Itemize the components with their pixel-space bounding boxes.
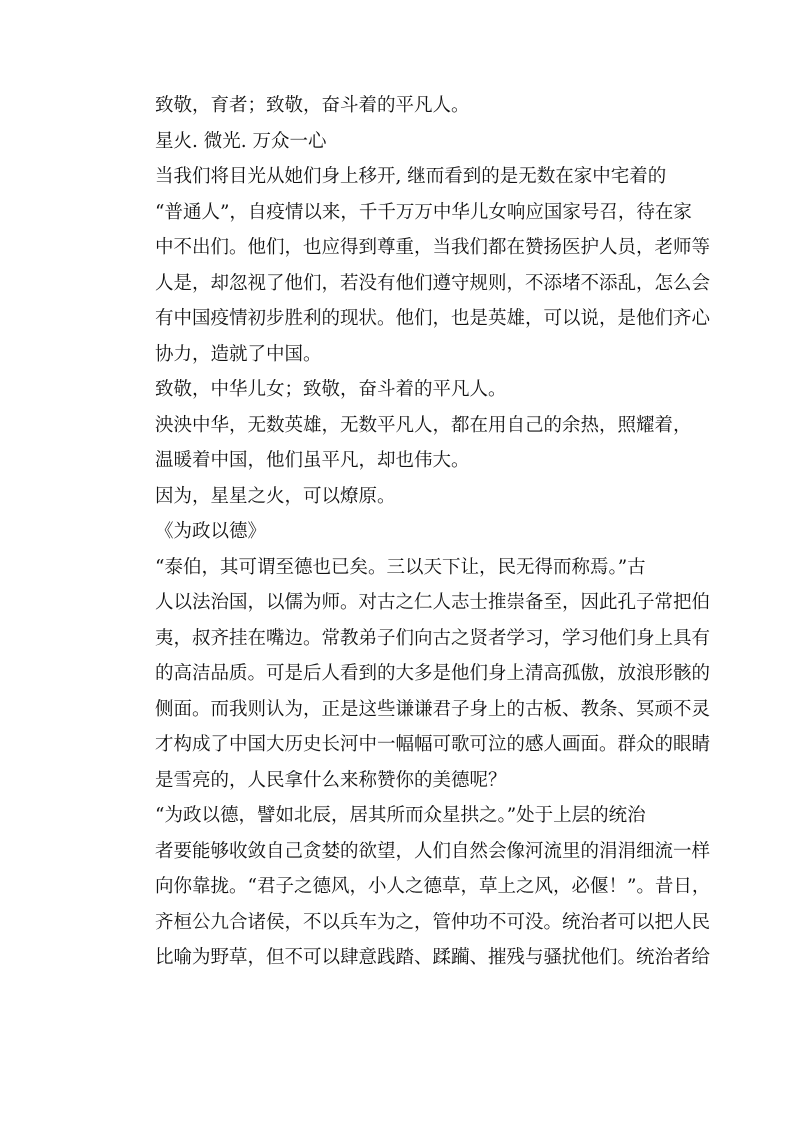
text-line: 《为政以德》: [155, 521, 267, 542]
text-line: 侧面。而我则认为，正是这些谦谦君子身上的古板、教条、冥顽不灵: [155, 698, 711, 720]
paragraph-taibo: [118, 550, 711, 799]
text-line: 的高洁品质。可是后人看到的大多是他们身上清高孤傲，放浪形骸的: [155, 663, 711, 684]
text-line: 才构成了中国大历史长河中一幅幅可歌可泣的感人画面。群众的眼睛: [155, 734, 711, 755]
text-line: 是雪亮的，人民拿什么来称赞你的美德呢？: [155, 769, 507, 791]
paragraph-salute-educators: [118, 88, 684, 124]
text-line: 夷，叔齐挂在嘴边。常教弟子们向古之贤者学习，学习他们身上具有: [155, 627, 711, 649]
text-line: 泱泱中华，无数英雄，无数平凡人，都在用自己的余热，照耀着，: [155, 414, 692, 436]
text-line: “泰伯，其可谓至德也已矣。三以天下让，民无得而称焉。”古: [155, 556, 646, 578]
paragraph-great-china: [118, 408, 692, 479]
text-line: 致敬，育者；致敬，奋斗着的平凡人。: [155, 95, 470, 116]
text-line: 向你靠拢。“君子之德风，小人之德草，草上之风，必偃！”。昔日，: [155, 876, 711, 897]
text-line: 致敬，中华儿女；致敬，奋斗着的平凡人。: [155, 379, 507, 400]
text-line: 人是，却忽视了他们，若没有他们遵守规则，不添堵不添乱，怎么会: [155, 272, 711, 294]
text-line: “为政以德，譬如北辰，居其所而众星拱之。”处于上层的统治: [155, 805, 646, 826]
paragraph-spark-prairie: [118, 479, 684, 515]
text-line: 因为，星星之火，可以燎原。: [155, 485, 396, 507]
text-line: 星火. 微光. 万众一心: [155, 130, 327, 152]
paragraph-govern-by-virtue: [118, 798, 711, 976]
text-line: 齐桓公九合诸侯，不以兵车为之，管仲功不可没。统治者可以把人民: [155, 911, 711, 933]
essay-title: [118, 514, 684, 550]
text-line: 中不出们。他们，也应得到尊重，当我们都在赞扬医护人员，老师等: [155, 237, 711, 258]
text-line: 当我们将目光从她们身上移开, 继而看到的是无数在家中宅着的: [155, 166, 667, 187]
paragraph-ordinary-people: [118, 159, 711, 372]
document-page: [118, 88, 711, 976]
text-line: 温暖着中国，他们虽平凡，却也伟大。: [155, 450, 470, 471]
text-line: 人以法治国，以儒为师。对古之仁人志士推崇备至，因此孔子常把伯: [155, 592, 711, 613]
paragraph-salute-chinese: [118, 372, 684, 408]
text-line: “普通人”，自疫情以来，千千万万中华儿女响应国家号召，待在家: [155, 201, 692, 223]
section-heading-spark: [118, 124, 684, 160]
text-line: 有中国疫情初步胜利的现状。他们，也是英雄，可以说，是他们齐心: [155, 308, 711, 329]
text-line: 者要能够收敛自己贪婪的欲望，人们自然会像河流里的涓涓细流一样: [155, 840, 711, 862]
text-line: 协力，造就了中国。: [155, 343, 322, 365]
text-line: 比喻为野草，但不可以肆意践踏、蹂躏、摧残与骚扰他们。统治者给: [155, 947, 711, 968]
